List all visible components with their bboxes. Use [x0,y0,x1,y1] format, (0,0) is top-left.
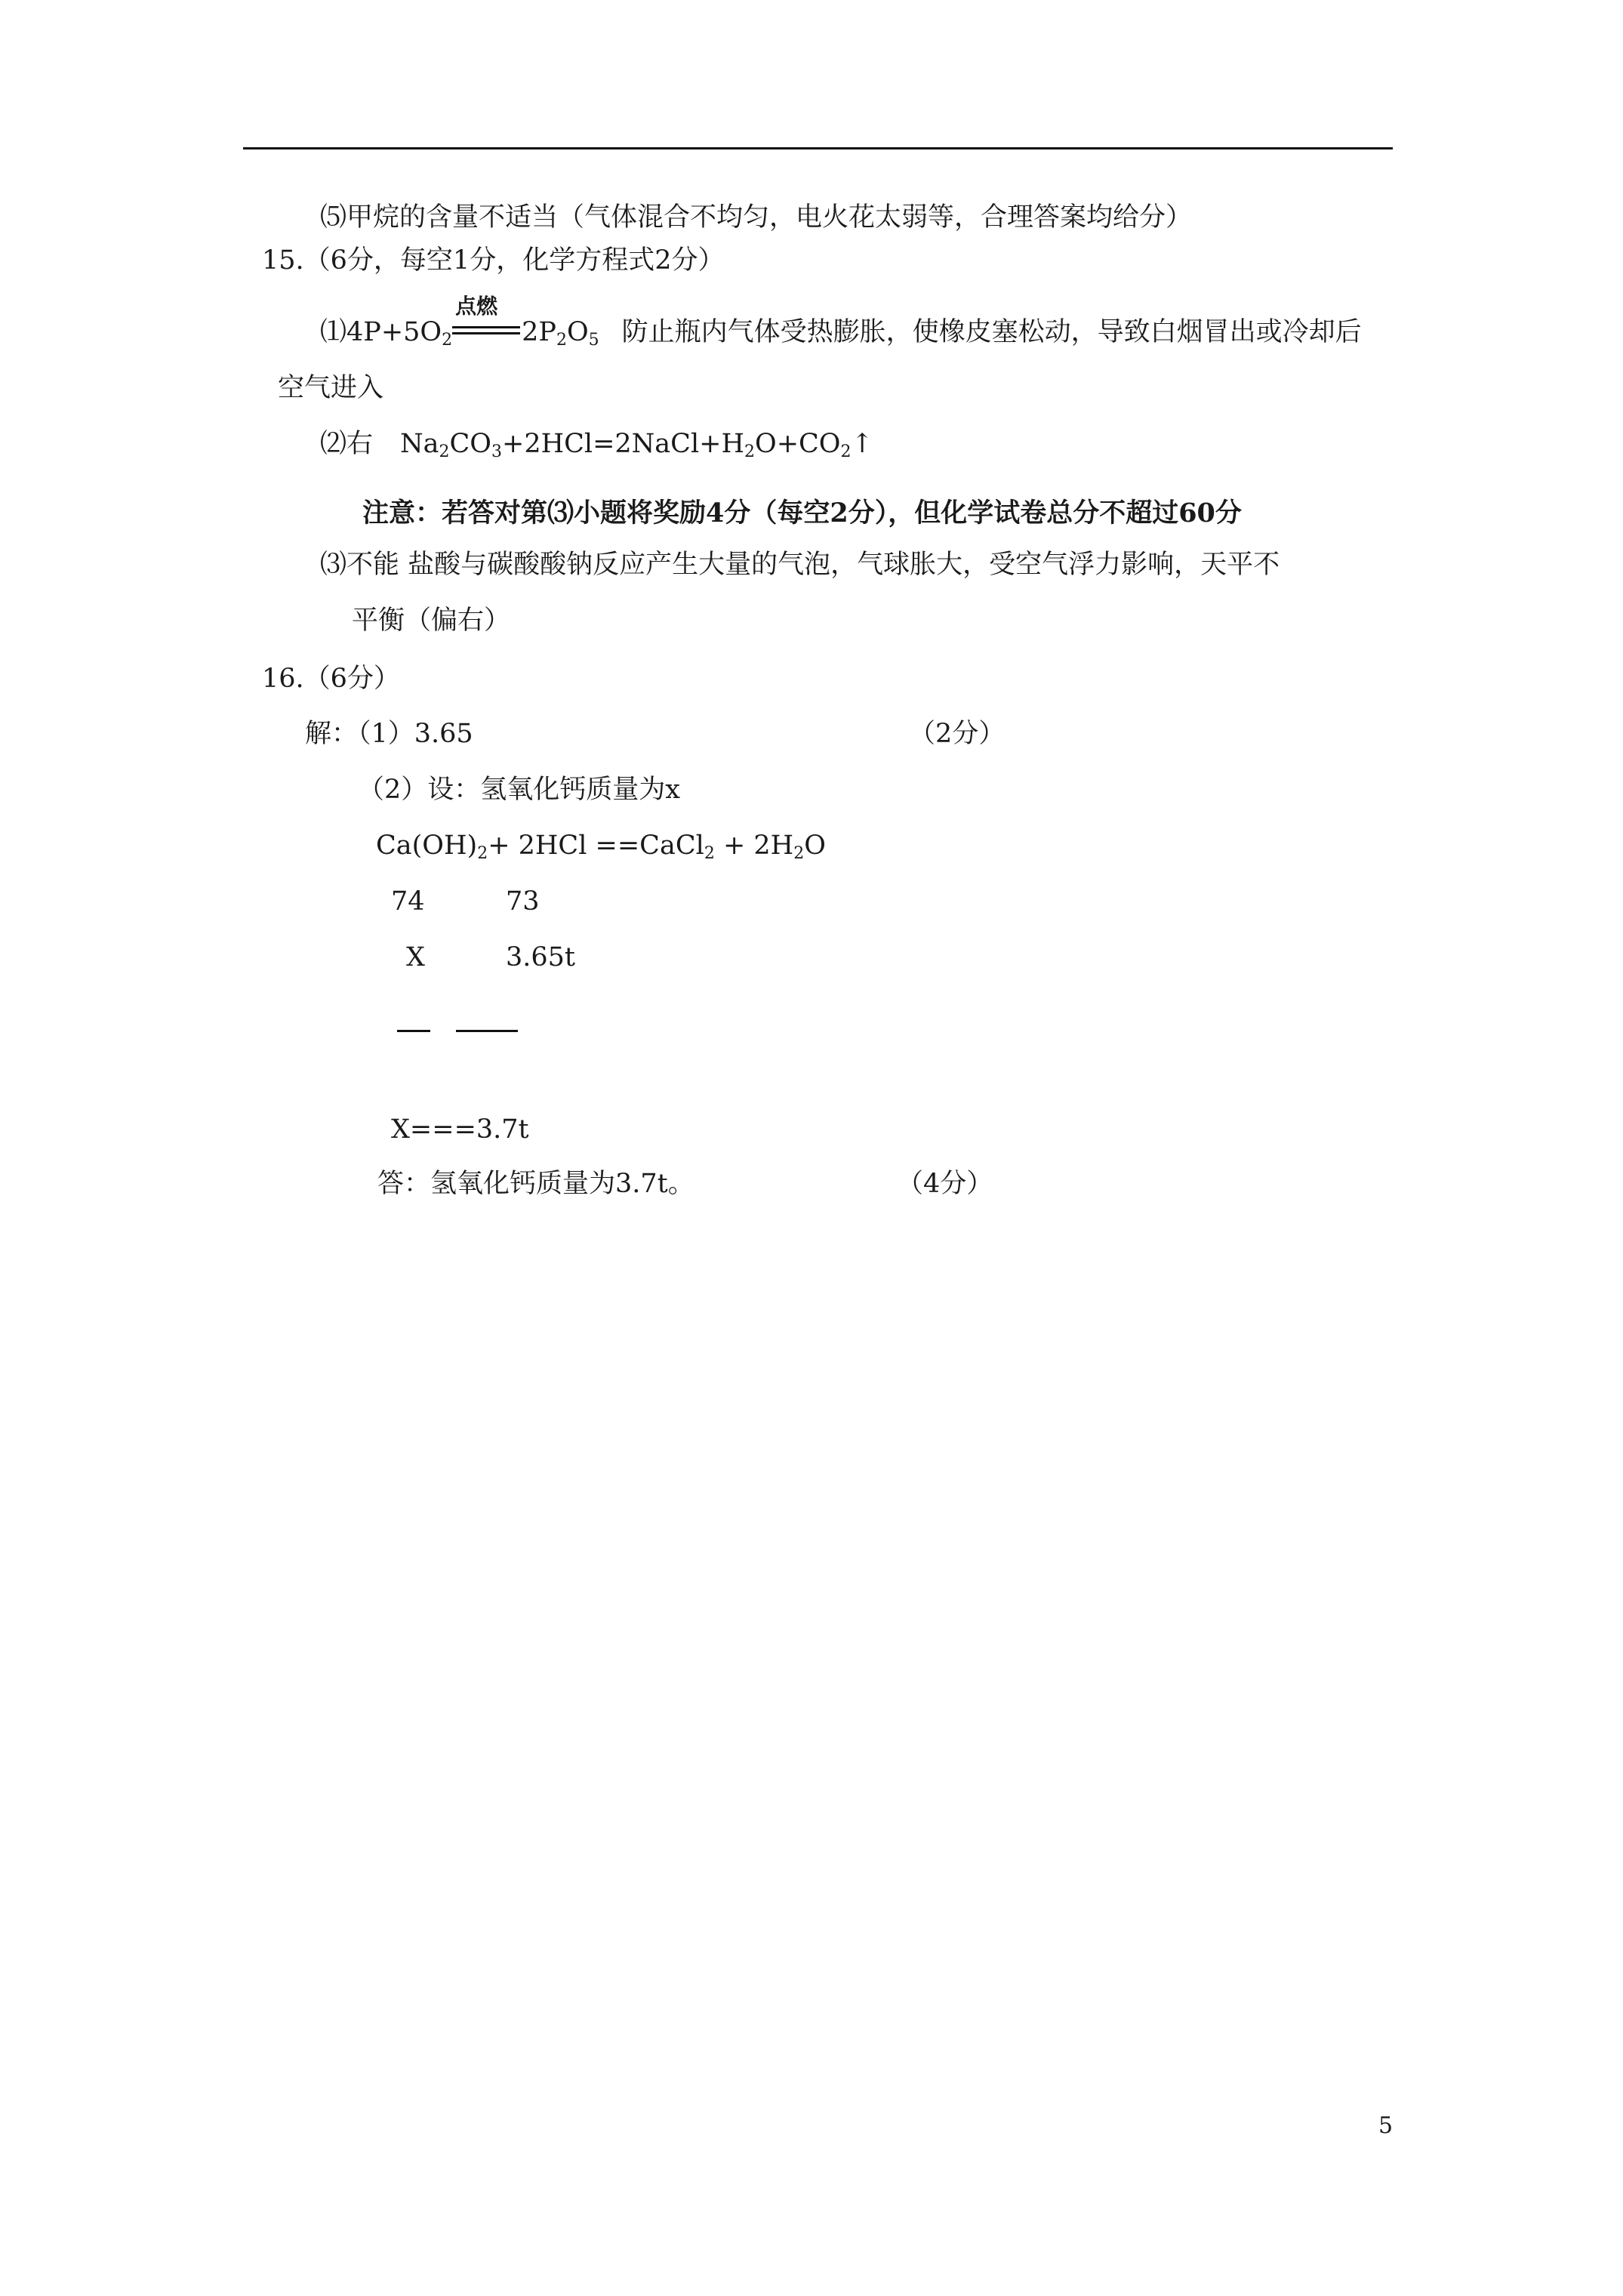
equation-text: Na [400,429,439,459]
subscript: 2 [793,844,805,863]
final-answer: 答：氢氧化钙质量为3.7t。 [377,1169,694,1199]
q16-part2: （2）设：氢氧化钙质量为x [358,775,681,805]
gas-arrow: ↑ [851,429,873,459]
unknown-x: X [406,942,425,972]
result-line: X===3.7t [391,1114,529,1145]
q16-part1-score: （2分） [909,719,1006,749]
q15-part1-cont: 空气进入 [278,373,384,403]
answer-text: ⑵右 [320,429,374,459]
q16-heading: 16.（6分） [262,664,400,694]
equation-text: +2HCl=2NaCl+H [502,429,744,459]
q15-heading: 15.（6分，每空1分，化学方程式2分） [262,245,725,276]
subscript: 2 [556,331,567,350]
subscript: 2 [744,442,755,461]
equation-text: O [566,317,589,347]
equation-text: + 2H [714,831,794,861]
explanation-text: 防止瓶内气体受热膨胀，使橡皮塞松动，导致白烟冒出或冷却后 [621,317,1362,347]
chemical-equation [376,829,826,862]
bonus-note: 注意：若答对第⑶小题将奖励4分（每空2分），但化学试卷总分不超过60分 [362,498,1242,529]
subscript: 2 [442,331,453,350]
subscript: 5 [588,331,599,350]
final-answer-score: （4分） [897,1169,993,1199]
subscript: 3 [491,442,502,461]
equation-text: O [804,831,826,861]
q15-part3-cont: 平衡（偏右） [352,606,511,636]
fraction-bar-left [397,1030,430,1032]
page-number: 5 [1378,2113,1394,2139]
subscript: 2 [704,844,715,863]
subscript: 2 [439,442,450,461]
q16-part1: 解：（1）3.65 [305,719,473,749]
q15-part1 [320,294,1362,350]
reaction-condition [452,294,522,349]
header-rule [243,147,1393,149]
molar-mass-hcl: 73 [506,886,540,917]
subscript: 2 [477,844,488,863]
equation-text: 2P [522,317,556,347]
answer-line-5: ⑸甲烷的含量不适当（气体混合不均匀，电火花太弱等，合理答案均给分） [320,202,1193,233]
equation-text: O+CO [755,429,841,459]
q15-part2 [320,427,873,461]
molar-mass-ca-oh: 74 [391,886,425,917]
known-mass: 3.65t [506,942,575,972]
equation-text: CO [449,429,491,459]
q15-part3: ⑶不能 盐酸与碳酸酸钠反应产生大量的气泡，气球胀大，受空气浮力影响，天平不 [320,550,1280,580]
equation-text: + 2HCl ==CaCl [488,831,704,861]
equation-text: ⑴4P+5O [320,317,442,347]
fraction-bar-right [456,1030,518,1032]
subscript: 2 [840,442,852,461]
condition-label: 点燃 [455,294,498,319]
equation-text: Ca(OH) [376,831,478,861]
